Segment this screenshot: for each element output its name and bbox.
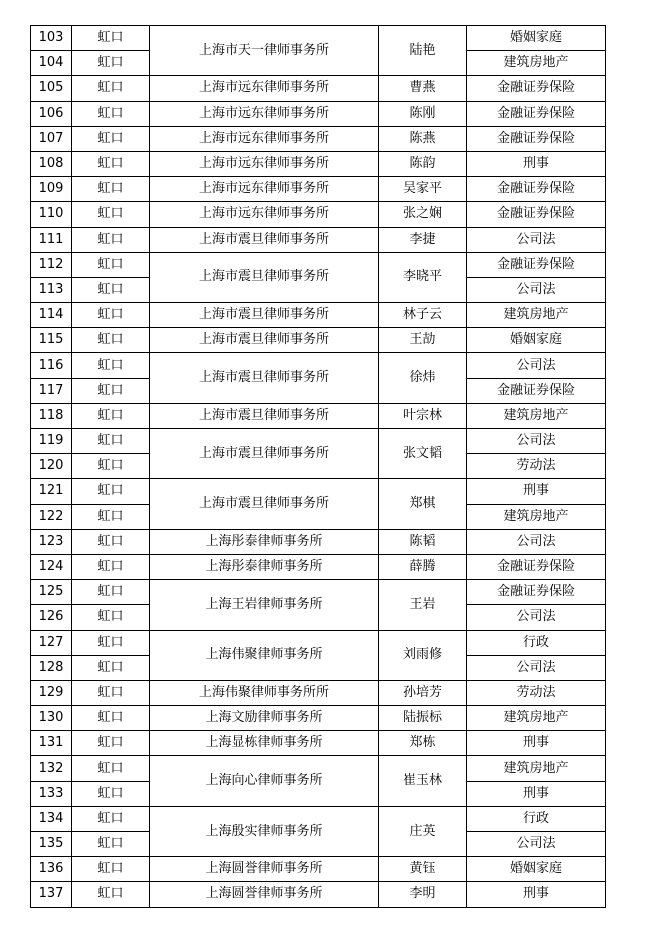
practice-area-cell: 公司法 <box>467 429 606 454</box>
district-cell: 虹口 <box>72 277 150 302</box>
lawyer-name-cell: 崔玉林 <box>379 756 467 806</box>
row-number-cell: 106 <box>31 101 72 126</box>
practice-area-cell: 金融证券保险 <box>467 126 606 151</box>
row-number-cell: 128 <box>31 655 72 680</box>
practice-area-cell: 金融证券保险 <box>467 177 606 202</box>
district-cell: 虹口 <box>72 857 150 882</box>
law-firm-cell: 上海市震旦律师事务所 <box>150 328 379 353</box>
practice-area-cell: 婚姻家庭 <box>467 328 606 353</box>
practice-area-cell: 刑事 <box>467 882 606 907</box>
district-cell: 虹口 <box>72 101 150 126</box>
law-firm-cell: 上海市远东律师事务所 <box>150 151 379 176</box>
practice-area-cell: 行政 <box>467 806 606 831</box>
table-row <box>31 126 606 151</box>
row-number-cell: 103 <box>31 26 72 51</box>
lawyer-name-cell: 林子云 <box>379 303 467 328</box>
practice-area-cell: 建筑房地产 <box>467 504 606 529</box>
practice-area-cell: 公司法 <box>467 227 606 252</box>
lawyer-name-cell: 吴家平 <box>379 177 467 202</box>
practice-area-cell: 婚姻家庭 <box>467 857 606 882</box>
district-cell: 虹口 <box>72 529 150 554</box>
law-firm-cell: 上海圆誉律师事务所 <box>150 882 379 907</box>
table-row <box>31 76 606 101</box>
practice-area-cell: 公司法 <box>467 529 606 554</box>
row-number-cell: 133 <box>31 781 72 806</box>
row-number-cell: 104 <box>31 51 72 76</box>
table-row <box>31 101 606 126</box>
lawyer-name-cell: 张之娴 <box>379 202 467 227</box>
law-firm-cell: 上海伟聚律师事务所 <box>150 630 379 680</box>
district-cell: 虹口 <box>72 76 150 101</box>
district-cell: 虹口 <box>72 429 150 454</box>
table-row <box>31 202 606 227</box>
practice-area-cell: 公司法 <box>467 277 606 302</box>
practice-area-cell: 公司法 <box>467 353 606 378</box>
lawyer-name-cell: 薛腾 <box>379 554 467 579</box>
district-cell: 虹口 <box>72 806 150 831</box>
district-cell: 虹口 <box>72 504 150 529</box>
lawyer-name-cell: 陈燕 <box>379 126 467 151</box>
district-cell: 虹口 <box>72 655 150 680</box>
law-firm-cell: 上海市远东律师事务所 <box>150 76 379 101</box>
table-row <box>31 177 606 202</box>
row-number-cell: 125 <box>31 580 72 605</box>
lawyer-name-cell: 孙培芳 <box>379 680 467 705</box>
district-cell: 虹口 <box>72 353 150 378</box>
table-row <box>31 479 606 504</box>
lawyer-name-cell: 陈韬 <box>379 529 467 554</box>
district-cell: 虹口 <box>72 680 150 705</box>
row-number-cell: 105 <box>31 76 72 101</box>
district-cell: 虹口 <box>72 151 150 176</box>
lawyer-name-cell: 庄英 <box>379 806 467 856</box>
row-number-cell: 126 <box>31 605 72 630</box>
practice-area-cell: 金融证券保险 <box>467 101 606 126</box>
district-cell: 虹口 <box>72 252 150 277</box>
table-row <box>31 151 606 176</box>
lawyer-name-cell: 陈韵 <box>379 151 467 176</box>
district-cell: 虹口 <box>72 202 150 227</box>
law-firm-cell: 上海市远东律师事务所 <box>150 101 379 126</box>
table-row <box>31 252 606 277</box>
practice-area-cell: 行政 <box>467 630 606 655</box>
row-number-cell: 115 <box>31 328 72 353</box>
practice-area-cell: 建筑房地产 <box>467 303 606 328</box>
district-cell: 虹口 <box>72 832 150 857</box>
practice-area-cell: 刑事 <box>467 731 606 756</box>
district-cell: 虹口 <box>72 781 150 806</box>
district-cell: 虹口 <box>72 756 150 781</box>
row-number-cell: 120 <box>31 454 72 479</box>
row-number-cell: 135 <box>31 832 72 857</box>
lawyer-name-cell: 李晓平 <box>379 252 467 302</box>
lawyer-name-cell: 陆艳 <box>379 26 467 76</box>
lawyer-name-cell: 徐炜 <box>379 353 467 403</box>
row-number-cell: 116 <box>31 353 72 378</box>
district-cell: 虹口 <box>72 554 150 579</box>
law-firm-cell: 上海市震旦律师事务所 <box>150 429 379 479</box>
table-row <box>31 353 606 378</box>
lawyer-name-cell: 王岩 <box>379 580 467 630</box>
practice-area-cell: 刑事 <box>467 151 606 176</box>
row-number-cell: 130 <box>31 706 72 731</box>
table-row <box>31 857 606 882</box>
district-cell: 虹口 <box>72 328 150 353</box>
district-cell: 虹口 <box>72 630 150 655</box>
district-cell: 虹口 <box>72 227 150 252</box>
practice-area-cell: 建筑房地产 <box>467 403 606 428</box>
row-number-cell: 127 <box>31 630 72 655</box>
practice-area-cell: 金融证券保险 <box>467 202 606 227</box>
table-row <box>31 580 606 605</box>
district-cell: 虹口 <box>72 605 150 630</box>
law-firm-cell: 上海市远东律师事务所 <box>150 202 379 227</box>
row-number-cell: 136 <box>31 857 72 882</box>
district-cell: 虹口 <box>72 479 150 504</box>
lawyer-name-cell: 刘雨修 <box>379 630 467 680</box>
district-cell: 虹口 <box>72 177 150 202</box>
table-row <box>31 328 606 353</box>
row-number-cell: 132 <box>31 756 72 781</box>
table-row <box>31 882 606 907</box>
practice-area-cell: 公司法 <box>467 832 606 857</box>
table-row <box>31 429 606 454</box>
practice-area-cell: 建筑房地产 <box>467 756 606 781</box>
lawyer-name-cell: 陆振标 <box>379 706 467 731</box>
lawyer-name-cell: 张文韬 <box>379 429 467 479</box>
row-number-cell: 113 <box>31 277 72 302</box>
law-firm-cell: 上海市天一律师事务所 <box>150 26 379 76</box>
lawyer-name-cell: 李明 <box>379 882 467 907</box>
table-row <box>31 227 606 252</box>
row-number-cell: 108 <box>31 151 72 176</box>
row-number-cell: 112 <box>31 252 72 277</box>
row-number-cell: 124 <box>31 554 72 579</box>
table-row <box>31 731 606 756</box>
practice-area-cell: 婚姻家庭 <box>467 26 606 51</box>
practice-area-cell: 金融证券保险 <box>467 580 606 605</box>
lawyer-table-body <box>31 26 606 908</box>
law-firm-cell: 上海市震旦律师事务所 <box>150 227 379 252</box>
law-firm-cell: 上海王岩律师事务所 <box>150 580 379 630</box>
row-number-cell: 110 <box>31 202 72 227</box>
practice-area-cell: 刑事 <box>467 781 606 806</box>
practice-area-cell: 建筑房地产 <box>467 706 606 731</box>
row-number-cell: 134 <box>31 806 72 831</box>
law-firm-cell: 上海市震旦律师事务所 <box>150 353 379 403</box>
practice-area-cell: 劳动法 <box>467 680 606 705</box>
practice-area-cell: 金融证券保险 <box>467 252 606 277</box>
district-cell: 虹口 <box>72 706 150 731</box>
law-firm-cell: 上海文励律师事务所 <box>150 706 379 731</box>
district-cell: 虹口 <box>72 378 150 403</box>
law-firm-cell: 上海伟聚律师事务所所 <box>150 680 379 705</box>
row-number-cell: 129 <box>31 680 72 705</box>
law-firm-cell: 上海显栋律师事务所 <box>150 731 379 756</box>
lawyer-name-cell: 叶宗林 <box>379 403 467 428</box>
law-firm-cell: 上海市震旦律师事务所 <box>150 479 379 529</box>
law-firm-cell: 上海圆誉律师事务所 <box>150 857 379 882</box>
district-cell: 虹口 <box>72 303 150 328</box>
row-number-cell: 109 <box>31 177 72 202</box>
lawyer-name-cell: 陈刚 <box>379 101 467 126</box>
row-number-cell: 119 <box>31 429 72 454</box>
district-cell: 虹口 <box>72 403 150 428</box>
row-number-cell: 137 <box>31 882 72 907</box>
law-firm-cell: 上海市震旦律师事务所 <box>150 252 379 302</box>
practice-area-cell: 刑事 <box>467 479 606 504</box>
row-number-cell: 117 <box>31 378 72 403</box>
law-firm-cell: 上海市震旦律师事务所 <box>150 303 379 328</box>
practice-area-cell: 公司法 <box>467 655 606 680</box>
law-firm-cell: 上海向心律师事务所 <box>150 756 379 806</box>
district-cell: 虹口 <box>72 126 150 151</box>
law-firm-cell: 上海彤泰律师事务所 <box>150 554 379 579</box>
lawyer-name-cell: 黄钰 <box>379 857 467 882</box>
district-cell: 虹口 <box>72 731 150 756</box>
table-row <box>31 706 606 731</box>
lawyer-table <box>30 25 606 908</box>
table-row <box>31 630 606 655</box>
table-row <box>31 554 606 579</box>
practice-area-cell: 金融证券保险 <box>467 378 606 403</box>
lawyer-name-cell: 郑棋 <box>379 479 467 529</box>
row-number-cell: 131 <box>31 731 72 756</box>
table-row <box>31 756 606 781</box>
practice-area-cell: 公司法 <box>467 605 606 630</box>
table-row <box>31 806 606 831</box>
row-number-cell: 122 <box>31 504 72 529</box>
table-row <box>31 529 606 554</box>
district-cell: 虹口 <box>72 51 150 76</box>
practice-area-cell: 建筑房地产 <box>467 51 606 76</box>
row-number-cell: 121 <box>31 479 72 504</box>
lawyer-name-cell: 王劼 <box>379 328 467 353</box>
district-cell: 虹口 <box>72 26 150 51</box>
row-number-cell: 118 <box>31 403 72 428</box>
lawyer-name-cell: 郑栋 <box>379 731 467 756</box>
table-row <box>31 26 606 51</box>
lawyer-name-cell: 李捷 <box>379 227 467 252</box>
row-number-cell: 123 <box>31 529 72 554</box>
row-number-cell: 111 <box>31 227 72 252</box>
law-firm-cell: 上海彤泰律师事务所 <box>150 529 379 554</box>
practice-area-cell: 金融证券保险 <box>467 76 606 101</box>
row-number-cell: 107 <box>31 126 72 151</box>
lawyer-name-cell: 曹燕 <box>379 76 467 101</box>
table-row <box>31 680 606 705</box>
row-number-cell: 114 <box>31 303 72 328</box>
district-cell: 虹口 <box>72 454 150 479</box>
practice-area-cell: 金融证券保险 <box>467 554 606 579</box>
table-row <box>31 303 606 328</box>
table-row <box>31 403 606 428</box>
law-firm-cell: 上海市远东律师事务所 <box>150 126 379 151</box>
law-firm-cell: 上海殷实律师事务所 <box>150 806 379 856</box>
district-cell: 虹口 <box>72 882 150 907</box>
law-firm-cell: 上海市远东律师事务所 <box>150 177 379 202</box>
law-firm-cell: 上海市震旦律师事务所 <box>150 403 379 428</box>
district-cell: 虹口 <box>72 580 150 605</box>
practice-area-cell: 劳动法 <box>467 454 606 479</box>
